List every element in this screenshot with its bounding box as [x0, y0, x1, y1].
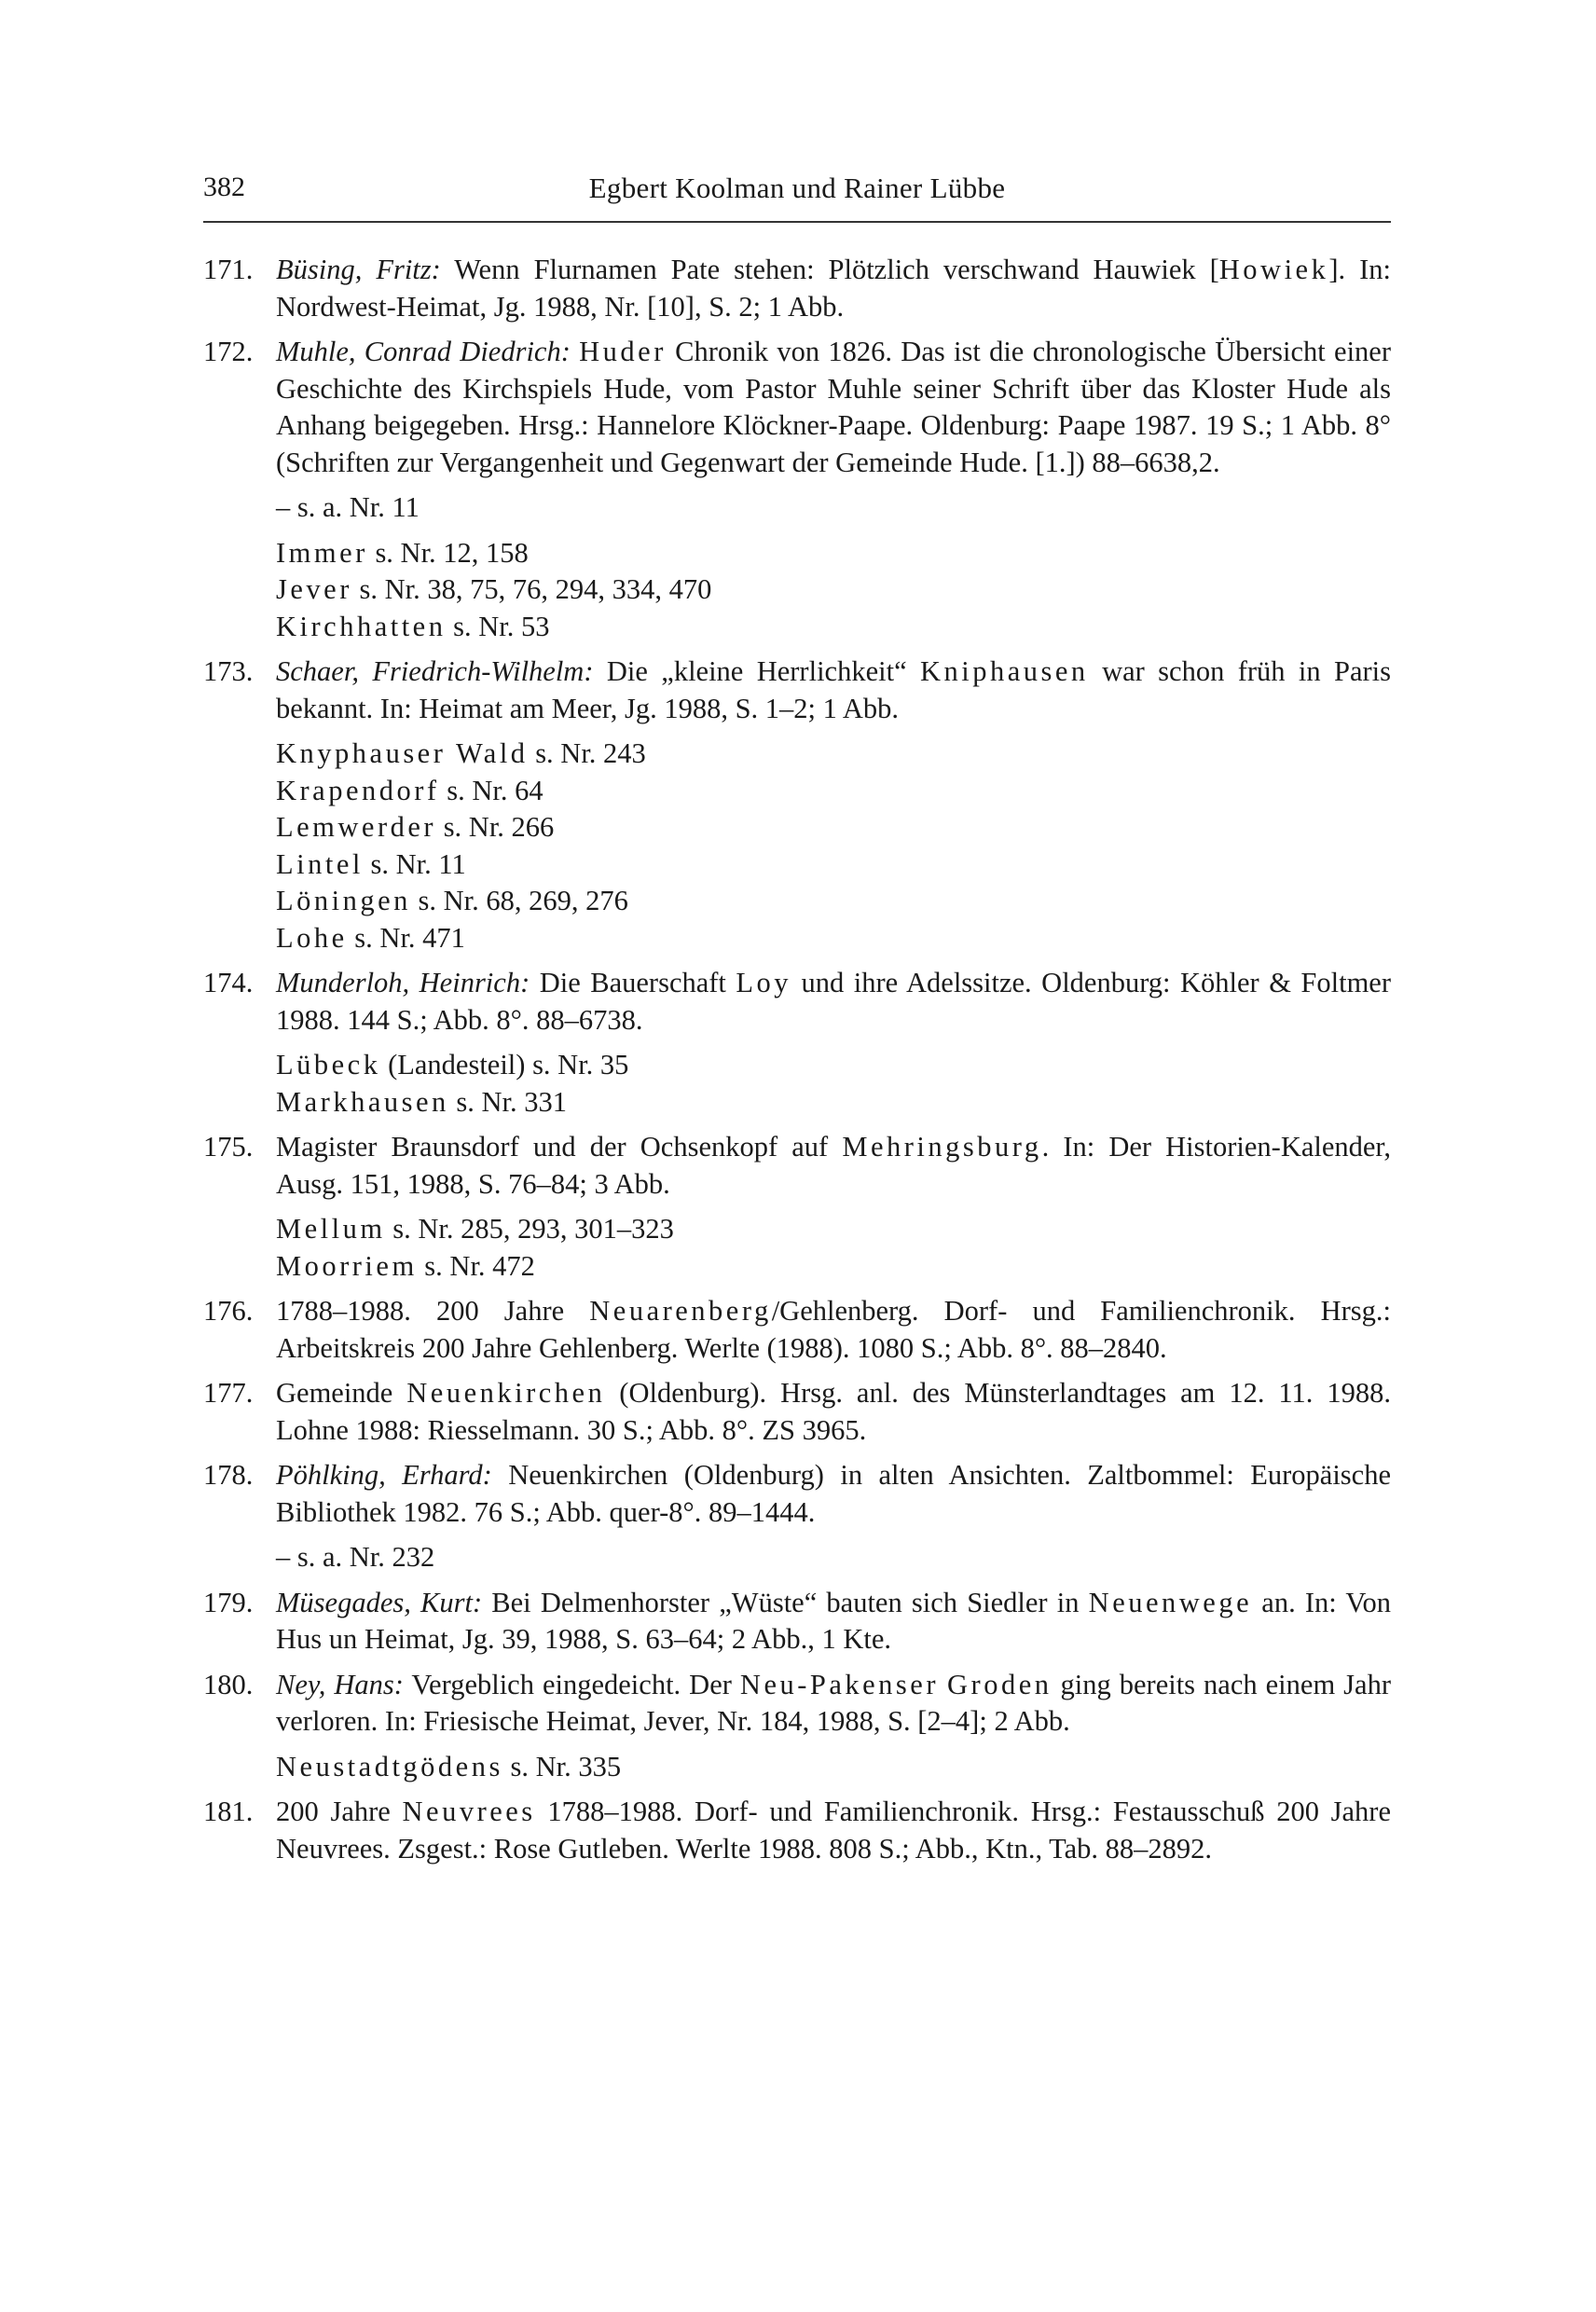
spaced-place-name: Neuenwege	[1088, 1586, 1253, 1618]
entry-text-segment: . In: Der Historien-Kalender, Ausg. 151, 1988, S. 76–84; 3 Abb.	[276, 1131, 1391, 1200]
place-name: Jever	[276, 573, 352, 605]
cross-reference	[203, 1084, 1391, 1122]
entry-author: Pöhlking, Erhard:	[276, 1459, 492, 1491]
entry-text-segment: Vergeblich eingedeicht. Der	[403, 1668, 740, 1700]
place-name: Markhausen	[276, 1085, 449, 1118]
reference-numbers: s. Nr. 472	[417, 1249, 535, 1282]
entry-text	[276, 655, 1391, 724]
bibliography-entry	[203, 1667, 1391, 1741]
cross-reference	[203, 1248, 1391, 1286]
entry-text	[276, 967, 1391, 1036]
entry-text	[276, 1587, 1391, 1656]
spaced-place-name: Neuvrees	[402, 1796, 536, 1827]
spaced-place-name: Neuarenberg	[589, 1295, 772, 1327]
bibliography-entry	[203, 1457, 1391, 1531]
entry-text-segment: (Oldenburg). Hrsg. anl. des Münsterlandtages am 12. 11. 1988. Lohne 1988: Riesselmann. 30 S.; Abb. 8°. ZS 3965.	[276, 1377, 1391, 1446]
reference-numbers: s. Nr. 11	[363, 847, 466, 880]
bibliography-entry	[203, 1375, 1391, 1449]
entry-text-segment: ]. In: Nordwest-Heimat, Jg. 1988, Nr. [10], S. 2; 1 Abb.	[276, 254, 1391, 323]
entry-number: 179.	[203, 1586, 254, 1618]
bibliography-entry	[203, 1129, 1391, 1203]
spaced-place-name: Kniphausen	[919, 655, 1089, 687]
spaced-place-name: Loy	[736, 967, 792, 998]
spaced-place-name: Howiek	[1218, 254, 1329, 285]
reference-numbers: s. Nr. 64	[439, 774, 543, 806]
entry-text-segment: 1788–1988. 200 Jahre	[276, 1295, 590, 1327]
reference-numbers: s. Nr. 12, 158	[367, 536, 529, 569]
cross-reference	[203, 846, 1391, 884]
entry-text-segment: Gemeinde	[276, 1377, 407, 1409]
entry-number: 171.	[203, 254, 254, 285]
entry-author: Ney, Hans:	[276, 1668, 404, 1700]
entry-text	[276, 1131, 1391, 1200]
entry-number: 172.	[203, 336, 254, 367]
reference-numbers: (Landesteil) s. Nr. 35	[380, 1049, 629, 1080]
bibliography-entry	[203, 654, 1391, 727]
entry-number: 175.	[203, 1131, 254, 1163]
spaced-place-name: Neu-Pakenser	[739, 1668, 939, 1700]
entry-text-segment	[571, 336, 579, 367]
entry-number: 176.	[203, 1295, 254, 1327]
entry-number: 177.	[203, 1377, 254, 1409]
cross-reference	[203, 535, 1391, 572]
bibliography-entry	[203, 1794, 1391, 1867]
place-name: Lemwerder	[276, 811, 437, 843]
cross-reference	[203, 609, 1391, 646]
header-rule	[203, 221, 1391, 223]
reference-numbers: s. Nr. 285, 293, 301–323	[385, 1213, 674, 1245]
reference-numbers: s. Nr. 335	[502, 1750, 622, 1782]
cross-reference	[203, 809, 1391, 846]
reference-numbers: s. Nr. 68, 269, 276	[410, 885, 628, 916]
place-name: Lübeck	[276, 1049, 381, 1080]
entry-author: Schaer, Friedrich-Wilhelm:	[276, 655, 594, 687]
entry-number: 178.	[203, 1459, 254, 1491]
bibliography-entry	[203, 965, 1391, 1039]
entry-text-segment: Die „kleine Herrlichkeit“	[593, 655, 920, 687]
reference-numbers: s. Nr. 53	[446, 610, 550, 642]
entry-text-segment: 1788–1988. Dorf- und Familienchronik. Hrsg.: Festausschuß 200 Jahre Neuvrees. Zsgest.: Rose Gutleben. Werlte 1988. 808 S.; Abb., Ktn., Tab. 88–2892.	[276, 1796, 1391, 1865]
entry-text-segment: /Gehlenberg. Dorf- und Familienchronik. Hrsg.: Arbeitskreis 200 Jahre Gehlenberg. Werlte (1988). 1080 S.; Abb. 8°. 88–2840.	[276, 1295, 1391, 1364]
see-also-reference: – s. a. Nr. 11	[276, 491, 420, 523]
cross-reference	[203, 1749, 1391, 1786]
bibliography-list	[203, 252, 1391, 1876]
cross-reference	[203, 1047, 1391, 1084]
reference-numbers: s. Nr. 331	[448, 1085, 568, 1118]
entry-text-segment: Chronik von 1826. Das ist die chronologische Übersicht einer Geschichte des Kirchspiels Hude, vom Pastor Muhle seiner Schrift über das Kloster Hude als Anhang beigegeben. Hrsg.: Hannelore Klöckner-Paape. Oldenburg: Paape 1987. 19 S.; 1 Abb. 8° (Schriften zur Vergangenheit und Gegenwart der Gemeinde Hude. [1.]) 88–6638,2.	[276, 336, 1391, 478]
bibliography-entry	[203, 252, 1391, 325]
entry-text	[276, 1377, 1391, 1446]
entry-text	[276, 1669, 1391, 1738]
spaced-place-name: Huder	[579, 336, 667, 367]
cross-reference-group	[203, 1047, 1391, 1121]
entry-number: 174.	[203, 967, 254, 998]
place-name: Krapendorf	[276, 774, 440, 806]
entry-text-segment: und ihre Adelssitze. Oldenburg: Köhler & Foltmer 1988. 144 S.; Abb. 8°. 88–6738.	[276, 967, 1391, 1036]
entry-author: Muhle, Conrad Diedrich:	[276, 336, 571, 367]
bibliography-entry	[203, 334, 1391, 481]
cross-reference	[203, 571, 1391, 609]
entry-author: Munderloh, Heinrich:	[276, 967, 530, 998]
entry-number: 181.	[203, 1796, 254, 1827]
cross-reference	[203, 773, 1391, 810]
cross-reference-group	[203, 736, 1391, 956]
place-name: Mellum	[276, 1213, 386, 1245]
entry-text	[276, 254, 1391, 323]
cross-reference	[203, 736, 1391, 773]
entry-text	[276, 1796, 1391, 1865]
cross-reference-group	[203, 1749, 1391, 1786]
entry-text-segment: Magister Braunsdorf und der Ochsenkopf auf	[276, 1131, 843, 1163]
place-name: Löningen	[276, 885, 411, 916]
place-name: Immer	[276, 536, 368, 569]
entry-text-segment: Die Bauerschaft	[530, 967, 736, 998]
reference-numbers: s. Nr. 266	[436, 811, 555, 843]
entry-text	[276, 1295, 1391, 1364]
running-head: Egbert Koolman und Rainer Lübbe	[588, 172, 1006, 204]
cross-reference-group	[203, 535, 1391, 646]
place-name: Lohe	[276, 921, 348, 954]
cross-reference-group	[203, 1211, 1391, 1285]
page-header	[203, 168, 1391, 214]
cross-reference	[203, 920, 1391, 957]
entry-text-segment: Wenn Flurnamen Pate stehen: Plötzlich verschwand Hauwiek [	[440, 254, 1219, 285]
place-name: Knyphauser Wald	[276, 737, 529, 769]
entry-text-segment	[939, 1669, 947, 1700]
cross-reference	[203, 883, 1391, 920]
entry-text-segment: Neuenkirchen (Oldenburg) in alten Ansichten. Zaltbommel: Europäische Bibliothek 1982. 76 S.; Abb. quer-8°. 89–1444.	[276, 1459, 1391, 1528]
reference-numbers: s. Nr. 38, 75, 76, 294, 334, 470	[351, 573, 712, 605]
see-also-reference: – s. a. Nr. 232	[276, 1541, 435, 1573]
entry-number: 173.	[203, 655, 254, 687]
entry-text	[276, 336, 1391, 478]
spaced-place-name: Mehringsburg	[842, 1131, 1042, 1163]
place-name: Neustadtgödens	[276, 1750, 503, 1782]
cross-reference	[203, 1211, 1391, 1248]
entry-text	[276, 1459, 1391, 1528]
reference-numbers: s. Nr. 243	[528, 737, 646, 769]
place-name: Kirchhatten	[276, 610, 447, 642]
spaced-place-name: Neuenkirchen	[406, 1377, 606, 1409]
entry-text-segment: war schon früh in Paris bekannt. In: Heimat am Meer, Jg. 1988, S. 1–2; 1 Abb.	[276, 655, 1391, 724]
entry-author: Büsing, Fritz:	[276, 254, 441, 285]
bibliography-entry	[203, 1585, 1391, 1658]
entry-number: 180.	[203, 1668, 254, 1700]
entry-text-segment: an. In: Von Hus un Heimat, Jg. 39, 1988, S. 63–64; 2 Abb., 1 Kte.	[276, 1586, 1391, 1655]
place-name: Moorriem	[276, 1249, 418, 1282]
spaced-place-name: Groden	[947, 1668, 1053, 1700]
page-number: 382	[203, 172, 245, 202]
entry-text-segment: Bei Delmenhorster „Wüste“ bauten sich Siedler in	[482, 1586, 1089, 1618]
bibliography-entry	[203, 1293, 1391, 1367]
entry-author: Müsegades, Kurt:	[276, 1586, 483, 1618]
entry-text-segment: ging bereits nach einem Jahr verloren. In: Friesische Heimat, Jever, Nr. 184, 1988, S. [2–4]; 2 Abb.	[276, 1668, 1391, 1737]
reference-numbers: s. Nr. 471	[347, 921, 465, 954]
place-name: Lintel	[276, 847, 364, 880]
entry-text-segment: 200 Jahre	[276, 1796, 403, 1827]
